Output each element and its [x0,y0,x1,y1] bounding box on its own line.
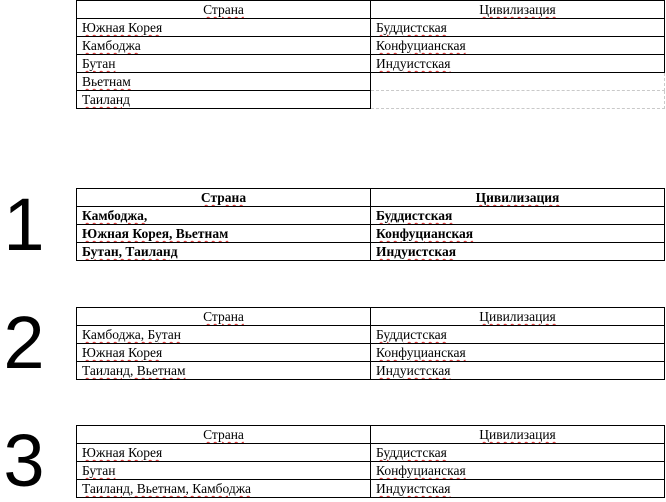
table-row [77,37,665,55]
header-country: Страна [77,189,371,207]
header-civilization: Цивилизация [371,308,665,326]
header-civilization: Цивилизация [371,426,665,444]
country-cell: Камбоджа, Бутан [77,326,371,344]
civilization-cell: Буддистская [371,19,665,37]
country-cell: Южная Корея [77,344,371,362]
option-2-table [76,307,665,380]
header-civilization: Цивилизация [371,1,665,19]
country-cell: Бутан [77,462,371,480]
country-cell: Камбоджа [77,37,371,55]
country-cell: Таиланд, Вьетнам [77,362,371,380]
civilization-cell: Буддистская [371,326,665,344]
table-header-row [77,426,665,444]
table-row [77,207,665,225]
header-country: Страна [77,1,371,19]
country-cell: Камбоджа, [77,207,371,225]
civilization-cell: Конфуцианская [371,462,665,480]
table-row [77,480,665,498]
civilization-cell: Индуистская [371,55,665,73]
table-row [77,225,665,243]
table-row [77,362,665,380]
civilization-cell: Индуистская [371,243,665,261]
table-row [77,326,665,344]
country-cell: Бутан, Таиланд [77,243,371,261]
civilization-cell: Конфуцианская [371,344,665,362]
civilization-cell: Конфуцианская [371,37,665,55]
table-row [77,19,665,37]
table-row [77,91,665,109]
table-row [77,444,665,462]
civilization-cell: Конфуцианская [371,225,665,243]
country-cell: Бутан [77,55,371,73]
option-number-2: 2 [3,301,45,384]
option-1-table [76,188,665,261]
civilization-cell: Буддистская [371,207,665,225]
header-civilization: Цивилизация [371,189,665,207]
country-cell: Таиланд [77,91,371,109]
task-table [76,0,665,109]
option-number-3: 3 [3,419,45,502]
header-country: Страна [77,426,371,444]
table-row [77,55,665,73]
civilization-cell-empty [371,91,665,109]
table-header-row [77,1,665,19]
table-row [77,243,665,261]
civilization-cell: Индуистская [371,480,665,498]
country-cell: Южная Корея [77,19,371,37]
table-row [77,73,665,91]
country-cell: Южная Корея, Вьетнам [77,225,371,243]
civilization-cell: Индуистская [371,362,665,380]
table-header-row [77,189,665,207]
header-country: Страна [77,308,371,326]
civilization-cell-empty [371,73,665,91]
country-cell: Вьетнам [77,73,371,91]
table-header-row [77,308,665,326]
option-number-1: 1 [3,183,45,266]
option-3-table [76,425,665,498]
civilization-cell: Буддистская [371,444,665,462]
table-row [77,344,665,362]
country-cell: Таиланд, Вьетнам, Камбоджа [77,480,371,498]
table-row [77,462,665,480]
country-cell: Южная Корея [77,444,371,462]
